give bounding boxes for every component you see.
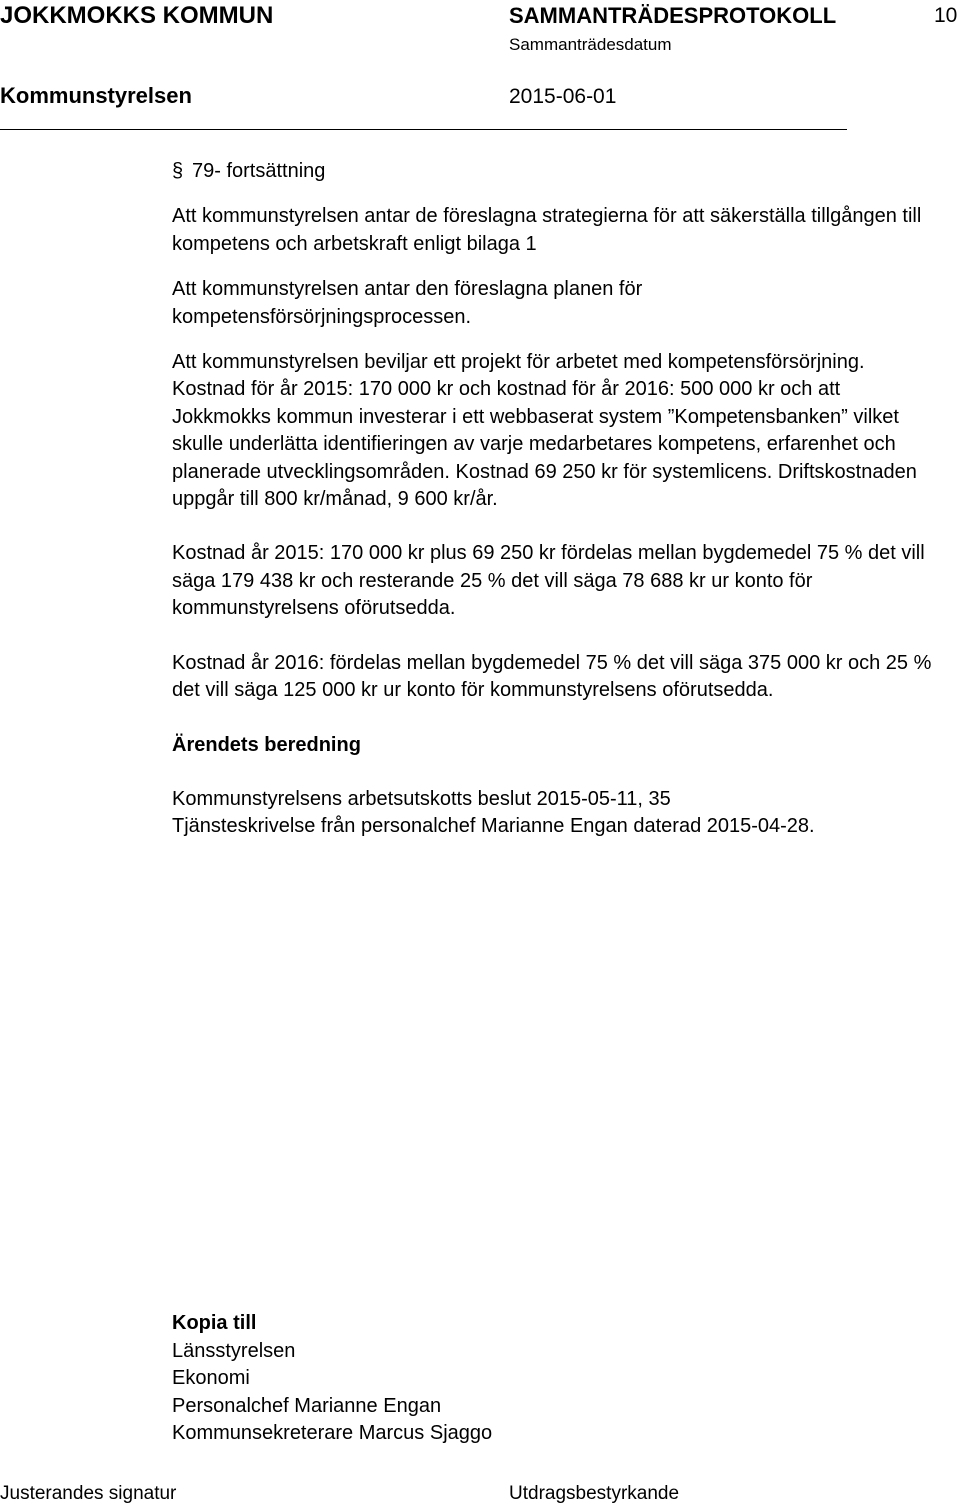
meeting-date: 2015-06-01 xyxy=(509,85,617,108)
page-number: 10 xyxy=(934,4,958,27)
copy-recipient: Kommunsekreterare Marcus Sjaggo xyxy=(172,1422,493,1444)
copy-recipient: Personalchef Marianne Engan xyxy=(172,1394,442,1417)
organization-name: JOKKMOKKS KOMMUN xyxy=(0,2,274,29)
decision-1: Att kommunstyrelsen antar de föreslagna strategierna för att säkerställa tillgången till kompetens och arbetskraft enligt bilaga 1 xyxy=(172,205,922,255)
decision-3: Att kommunstyrelsen beviljar ett projekt för arbetet med kompetensförsörjning. Kostnad för år 2015: 170 000 kr och kostnad för år 2016: 500 000 kr och att Jokkmokks kommun investerar i ett webbaserat system ”Kompetensbanken” vilket skulle underlätta identifieringen av varje medarbetares kompetens, erfarenhet och planerade utvecklingsområden. Kostnad 69 250 kr för systemlicens. Driftskostnaden uppgår till 800 kr/månad, 9 600 kr/år. xyxy=(172,351,917,511)
copy-recipient: Ekonomi xyxy=(172,1367,250,1389)
cost-2015-paragraph: Kostnad år 2015: 170 000 kr plus 69 250 kr fördelas mellan bygdemedel 75 % det vill säga 179 438 kr och resterande 25 % det vill säga 78 688 kr ur konto för kommunstyrelsens oförutsedda. xyxy=(172,542,925,620)
body-name: Kommunstyrelsen xyxy=(0,83,192,108)
header-divider xyxy=(0,129,847,130)
section-reference: § 79- fortsättning xyxy=(172,158,942,185)
certification-label: Utdragsbestyrkande xyxy=(509,1483,680,1504)
cost-2016-paragraph: Kostnad år 2016: fördelas mellan bygdemedel 75 % det vill säga 375 000 kr och 25 % det vill säga 125 000 kr ur konto för kommunstyrelsens oförutsedda. xyxy=(172,651,932,702)
document-type: SAMMANTRÄDESPROTOKOLL xyxy=(509,3,837,28)
preparation-heading: Ärendets beredning xyxy=(172,733,361,756)
copy-to-block xyxy=(172,1310,492,1448)
meeting-date-label: Sammanträdesdatum xyxy=(509,35,672,54)
copy-recipient: Länsstyrelsen xyxy=(172,1339,296,1362)
preparation-item: Tjänsteskrivelse från personalchef Marianne Engan daterad 2015-04-28. xyxy=(172,815,815,838)
signature-label: Justerandes signatur xyxy=(0,1483,177,1504)
section-mark-icon: § xyxy=(172,160,184,182)
document-body xyxy=(172,158,942,841)
decision-2: Att kommunstyrelsen antar den föreslagna planen för kompetensförsörjningsprocessen. xyxy=(172,278,643,328)
copy-to-heading: Kopia till xyxy=(172,1312,257,1334)
preparation-item: Kommunstyrelsens arbetsutskotts beslut 2015-05-11, 35 xyxy=(172,787,671,810)
